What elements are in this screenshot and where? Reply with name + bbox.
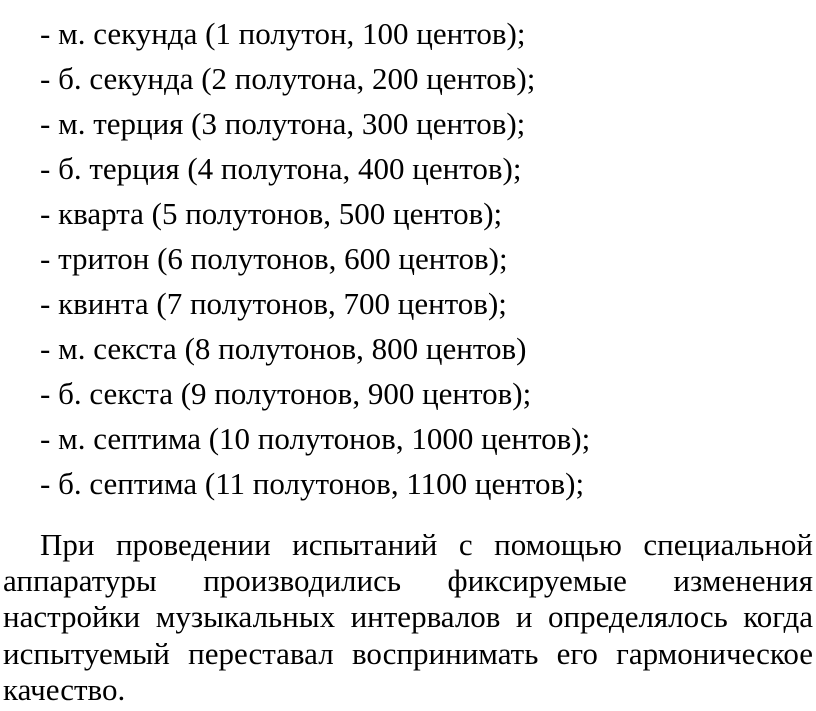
list-item: - б. септима (11 полутонов, 1100 центов); — [40, 466, 585, 501]
interval-list — [40, 11, 590, 506]
list-item: - м. терция (3 полутона, 300 центов); — [40, 106, 526, 141]
list-item: - кварта (5 полутонов, 500 центов); — [40, 196, 503, 231]
list-item: - б. секунда (2 полутона, 200 центов); — [40, 61, 536, 96]
list-item: - м. секунда (1 полутон, 100 центов); — [40, 16, 526, 51]
list-item: - б. секста (9 полутонов, 900 центов); — [40, 376, 532, 411]
list-item: - м. септима (10 полутонов, 1000 центов); — [40, 421, 591, 456]
list-item: - б. терция (4 полутона, 400 центов); — [40, 151, 522, 186]
list-item: - м. секста (8 полутонов, 800 центов) — [40, 331, 527, 366]
list-item: - тритон (6 полутонов, 600 центов); — [40, 241, 508, 276]
body-paragraph: При проведении испытаний с помощью специальной аппаратуры производились фиксируемые изменения настройки музыкальных интервалов и определялось когда испытуемый переставал воспринимать его гармоническое качество. — [3, 527, 813, 707]
list-item: - квинта (7 полутонов, 700 центов); — [40, 286, 507, 321]
